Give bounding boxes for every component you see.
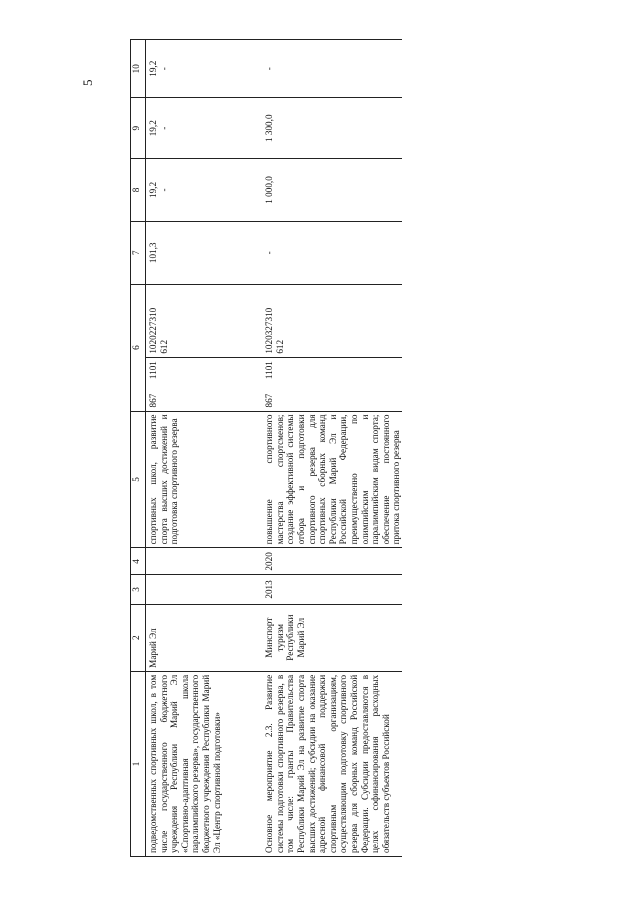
header-row xyxy=(131,40,146,857)
rotated-table-page xyxy=(130,39,640,857)
cell-grbs: 867 xyxy=(264,393,275,408)
header-cell: 4 xyxy=(131,548,146,575)
header-cell: 7 xyxy=(131,221,146,284)
cell-value-8: 1 000,0 xyxy=(248,159,402,222)
cell-value-10: - xyxy=(248,40,402,98)
cell-end-year: 2020 xyxy=(248,548,402,575)
header-cell: 9 xyxy=(131,98,146,159)
cell-grbs-rzpr xyxy=(248,357,402,411)
cell-vr: 612 xyxy=(274,339,285,354)
header-cell: 2 xyxy=(131,604,146,671)
cell-value-7: - xyxy=(248,221,402,284)
cell-rzpr: 1101 xyxy=(148,361,158,380)
cell-value-10: 19,2 - xyxy=(146,40,249,98)
cell-end-year xyxy=(146,548,249,575)
cell-start-year xyxy=(146,575,249,604)
cell-rzpr: 1101 xyxy=(264,361,275,380)
cell-value-7: 101,3 xyxy=(146,221,249,284)
cell-grbs: 867 xyxy=(148,393,158,408)
cell-vr: 612 xyxy=(158,339,169,354)
header-cell: 6 xyxy=(131,284,146,411)
cell-value-8: 19,2 - xyxy=(146,159,249,222)
cell-csr-vr xyxy=(248,284,402,357)
cell-name: подведомственных спортивных школ, в том числе государственного бюджетного учреждения Республики Марий Эл «Спортивно-адаптивная школа паралимпийского резерва», государственного бюджетного учреждения Республики Марий Эл «Центр спортивной подготовки» xyxy=(146,671,249,856)
cell-executor: Марий Эл xyxy=(146,604,249,671)
cell-csr: 1020327310 xyxy=(264,307,275,354)
program-table xyxy=(130,39,402,857)
cell-result: повышение спортивного мастерства спортсменов; создание эффективной системы отбора и подготовки спортивного резерва для спортивных сборных команд Республики Марий Эл и Российской Федерации, преимущественно по олимпийским и паралимпийским видам спорта; обеспечение постоянного притока спортивного резерва xyxy=(248,411,402,548)
table-row xyxy=(248,40,402,857)
table-row xyxy=(146,40,249,857)
cell-value-9: 19,2 - xyxy=(146,98,249,159)
cell-value-9: 1 300,0 xyxy=(248,98,402,159)
header-cell: 3 xyxy=(131,575,146,604)
header-cell: 5 xyxy=(131,411,146,548)
cell-grbs-rzpr xyxy=(146,357,249,411)
cell-csr: 1020227310 xyxy=(148,307,158,354)
cell-csr-vr xyxy=(146,284,249,357)
page-number: 5 xyxy=(80,79,95,86)
cell-name: Основное мероприятие 2.3. Развитие системы подготовки спортивного резерва, в том числе: гранты Правительства Республики Марий Эл на развитие спорта высших достижений; субсидии на оказание адресной финансовой поддержки спортивным организациям, осуществляющим подготовку спортивного резерва для сборных команд Российской Федерации. Субсидии предоставляются в целях софинансирования расходных обязательств субъектов Российской xyxy=(248,671,402,856)
header-cell: 1 xyxy=(131,671,146,856)
cell-start-year: 2013 xyxy=(248,575,402,604)
cell-executor: Минспорт туризм Республики Марий Эл xyxy=(248,604,402,671)
cell-result: спортивных школ, развитие спорта высших достижений и подготовка спортивного резерва xyxy=(146,411,249,548)
header-cell: 10 xyxy=(131,40,146,98)
header-cell: 8 xyxy=(131,159,146,222)
